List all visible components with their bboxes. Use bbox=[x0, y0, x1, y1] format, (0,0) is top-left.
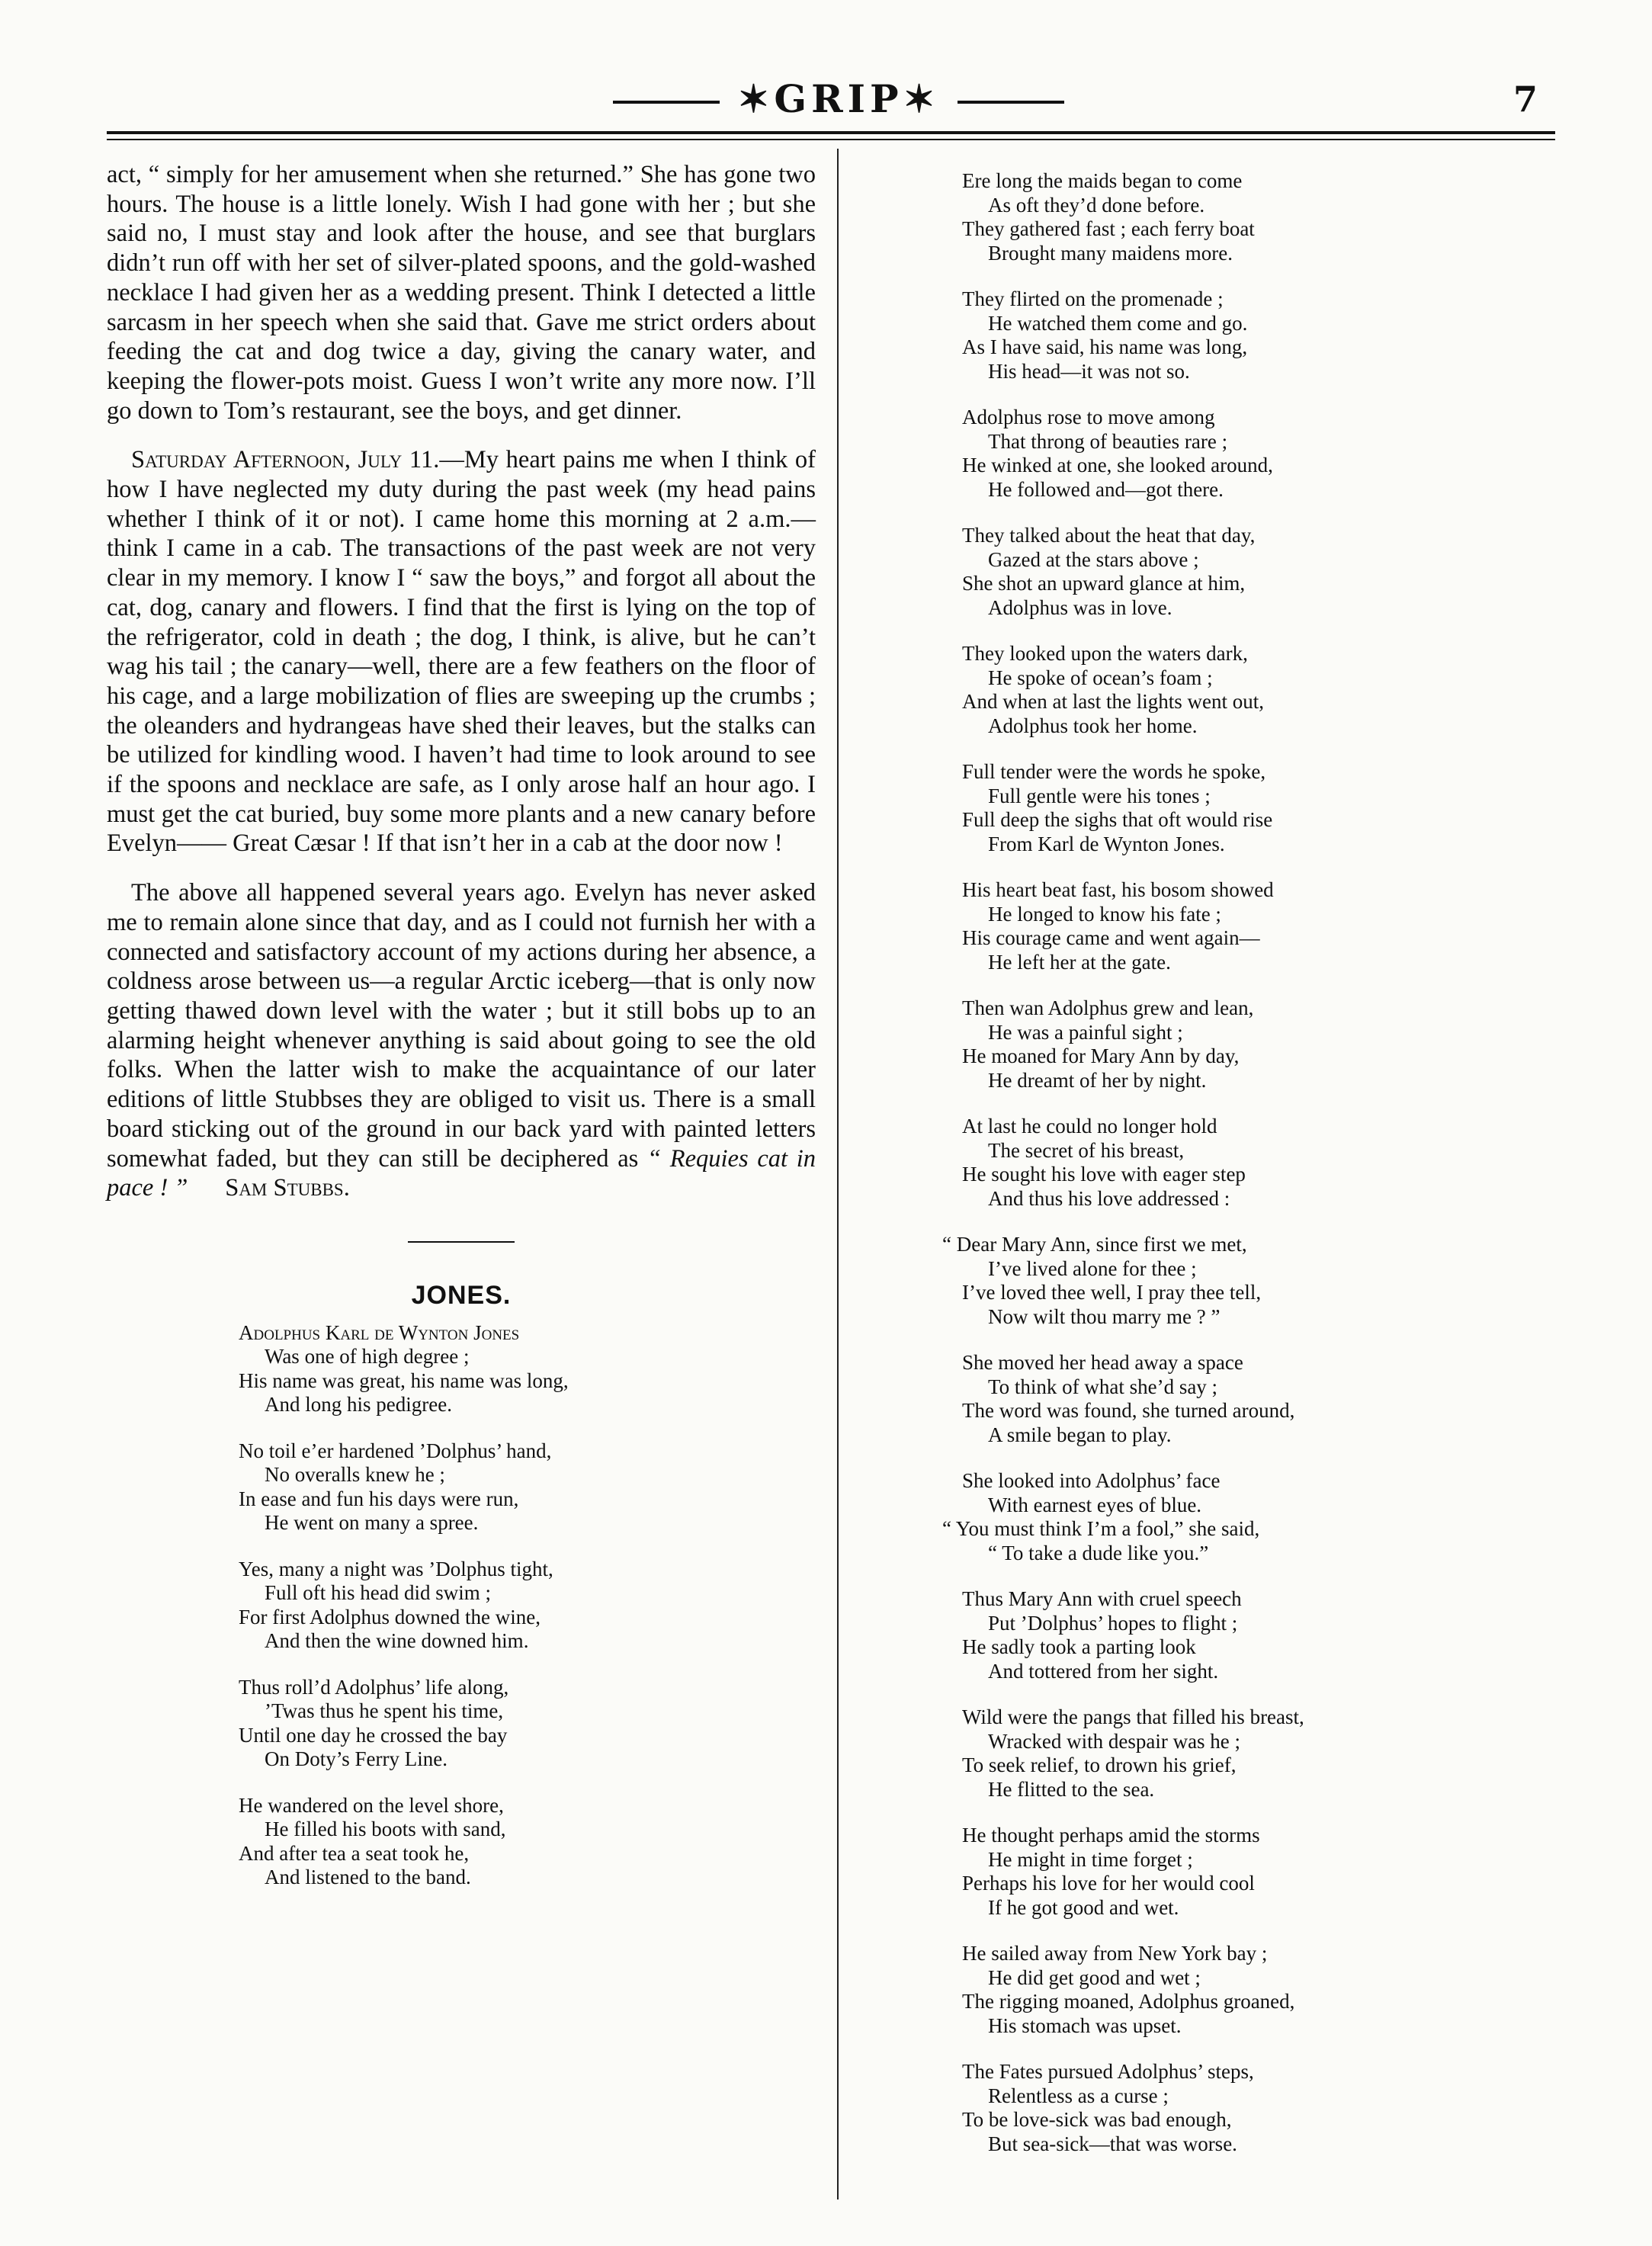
poem-title: JONES. bbox=[411, 1280, 512, 1310]
stanza bbox=[942, 1469, 1572, 1565]
poem-line: Adolphus rose to move among bbox=[962, 406, 1215, 428]
poem-line: He watched them come and go. bbox=[988, 311, 1248, 335]
poem-line: But sea-sick—that was worse. bbox=[988, 2132, 1237, 2155]
page-number: 7 bbox=[1513, 79, 1538, 120]
poem-line: He dreamt of her by night. bbox=[988, 1068, 1207, 1092]
poem-line: They looked upon the waters dark, bbox=[962, 642, 1248, 665]
poem-line: They gathered fast ; each ferry boat bbox=[962, 217, 1255, 240]
stanza bbox=[962, 642, 1572, 738]
poem-line: To be love-sick was bad enough, bbox=[962, 2108, 1232, 2131]
stanza bbox=[962, 2060, 1572, 2156]
poem-line: Adolphus was in love. bbox=[988, 595, 1172, 619]
poem-line: He sadly took a parting look bbox=[962, 1635, 1196, 1658]
poem-line: She looked into Adolphus’ face bbox=[962, 1469, 1221, 1492]
header-rule-thin bbox=[107, 139, 1555, 140]
stanza bbox=[962, 760, 1572, 856]
poem-line: Gazed at the stars above ; bbox=[988, 547, 1199, 571]
poem-line: Put ’Dolphus’ hopes to flight ; bbox=[988, 1611, 1238, 1635]
poem-line: Relentless as a curse ; bbox=[988, 2084, 1169, 2107]
masthead-rule-right bbox=[958, 101, 1064, 104]
poem-line: And thus his love addressed : bbox=[988, 1186, 1230, 1210]
poem-line: He did get good and wet ; bbox=[988, 1965, 1201, 1989]
poem-line: He left her at the gate. bbox=[988, 950, 1171, 974]
stanza bbox=[239, 1439, 816, 1535]
poem-line: Thus Mary Ann with cruel speech bbox=[962, 1587, 1242, 1610]
poem-line: He filled his boots with sand, bbox=[265, 1818, 506, 1841]
poem-line: If he got good and wet. bbox=[988, 1895, 1179, 1919]
poem-line: Full gentle were his tones ; bbox=[988, 784, 1211, 807]
stanza bbox=[962, 524, 1572, 620]
poem-line: In ease and fun his days were run, bbox=[239, 1487, 519, 1510]
stanza bbox=[942, 1233, 1572, 1329]
poem-line: And then the wine downed him. bbox=[265, 1629, 529, 1653]
poem-line: He sailed away from New York bay ; bbox=[962, 1942, 1268, 1965]
star-ornament-right: ✶ bbox=[903, 76, 940, 121]
poem-line: He sought his love with eager step bbox=[962, 1163, 1246, 1186]
stanza bbox=[239, 1558, 816, 1654]
poem-line: Adolphus took her home. bbox=[988, 714, 1198, 737]
page-header bbox=[0, 65, 1652, 133]
poem-line: On Doty’s Ferry Line. bbox=[265, 1747, 447, 1771]
poem-line: He went on many a spree. bbox=[265, 1511, 479, 1535]
poem-line: And when at last the lights went out, bbox=[962, 690, 1264, 713]
poem-right-part bbox=[942, 169, 1572, 2156]
poem-line: Full oft his head did swim ; bbox=[265, 1581, 491, 1605]
poem-line: I’ve loved thee well, I pray thee tell, bbox=[962, 1281, 1262, 1304]
poem-line: His heart beat fast, his bosom showed bbox=[962, 878, 1274, 901]
poem-line: “ Dear Mary Ann, since first we met, bbox=[942, 1233, 1247, 1256]
poem-line: Was one of high degree ; bbox=[265, 1345, 470, 1368]
poem-line: “ You must think I’m a fool,” she said, bbox=[942, 1517, 1260, 1540]
stanza bbox=[962, 878, 1572, 974]
poem-line: That throng of beauties rare ; bbox=[988, 429, 1228, 453]
poem-line: He thought perhaps amid the storms bbox=[962, 1824, 1260, 1847]
poem-line: He spoke of ocean’s foam ; bbox=[988, 666, 1213, 689]
poem-line: Perhaps his love for her would cool bbox=[962, 1872, 1255, 1895]
author-signature: Sam Stubbs. bbox=[225, 1174, 350, 1202]
poem-line: Full tender were the words he spoke, bbox=[962, 760, 1266, 783]
masthead bbox=[595, 76, 1083, 121]
diary-text bbox=[107, 160, 816, 1203]
poem-line: Wild were the pangs that filled his breast, bbox=[962, 1705, 1304, 1728]
poem-line: At last he could no longer hold bbox=[962, 1115, 1217, 1137]
poem-line: The secret of his breast, bbox=[988, 1138, 1185, 1162]
poem-line: With earnest eyes of blue. bbox=[988, 1493, 1202, 1516]
poem-line: The rigging moaned, Adolphus groaned, bbox=[962, 1990, 1295, 2013]
poem-line: They talked about the heat that day, bbox=[962, 524, 1256, 547]
poem-line: He was a painful sight ; bbox=[988, 1020, 1183, 1044]
stanza bbox=[962, 406, 1572, 502]
paragraph: The above all happened several years ago. Evelyn has never asked me to remain alone since that day, and as I could not furnish her with a connected and satisfactory account of my actions during her absence, a coldness arose between us—a regular Arctic iceberg—that is only now getting thawed down level with the water ; but it still bobs up to an alarming height whenever anything is said about going to see the old folks. When the latter wish to make the acquaintance of our later editions of little Stubbses they are obliged to visit us. There is a small board sticking out of the ground in our back yard with painted letters somewhat faded, but they can still be deciphered as “ Requies cat in pace ! ” Sam Stubbs. bbox=[107, 879, 816, 1202]
stanza bbox=[962, 996, 1572, 1093]
poem-line: Until one day he crossed the bay bbox=[239, 1723, 508, 1747]
poem-line: She moved her head away a space bbox=[962, 1351, 1243, 1374]
stanza bbox=[962, 287, 1572, 383]
stanza bbox=[962, 169, 1572, 265]
stanza bbox=[239, 1321, 816, 1417]
poem-line: He winked at one, she looked around, bbox=[962, 454, 1273, 476]
poem-line: To think of what she’d say ; bbox=[988, 1375, 1218, 1398]
poem-line: The word was found, she turned around, bbox=[962, 1399, 1295, 1422]
poem-line: And after tea a seat took he, bbox=[239, 1841, 470, 1865]
poem-line: He flitted to the sea. bbox=[988, 1777, 1155, 1801]
stanza bbox=[962, 1587, 1572, 1683]
poem-line: His name was great, his name was long, bbox=[239, 1368, 569, 1392]
poem-line: Then wan Adolphus grew and lean, bbox=[962, 996, 1254, 1019]
poem-line: As I have said, his name was long, bbox=[962, 335, 1248, 358]
poem-line: To seek relief, to drown his grief, bbox=[962, 1753, 1237, 1776]
entry-date: Saturday Afternoon, July 11. bbox=[131, 446, 440, 474]
poem-line: “ To take a dude like you.” bbox=[988, 1541, 1209, 1564]
stanza bbox=[239, 1794, 816, 1890]
header-rule-thick bbox=[107, 131, 1555, 134]
poem-line: His head—it was not so. bbox=[988, 359, 1190, 383]
poem-line: Wracked with despair was he ; bbox=[988, 1729, 1241, 1753]
poem-line: Thus roll’d Adolphus’ life along, bbox=[239, 1675, 509, 1699]
poem-line: And tottered from her sight. bbox=[988, 1659, 1219, 1683]
masthead-rule-left bbox=[613, 101, 720, 104]
right-column bbox=[942, 169, 1572, 2178]
poem-line: I’ve lived alone for thee ; bbox=[988, 1256, 1197, 1280]
poem-line: As oft they’d done before. bbox=[988, 193, 1205, 217]
poem-line: He might in time forget ; bbox=[988, 1847, 1193, 1871]
paragraph: act, “ simply for her amusement when she returned.” She has gone two hours. The house is a little lonely. Wish I had gone with her ; but she said no, I must stay and look after the house, and see that burglars didn’t run off with her set of silver-plated spoons, and the gold-washed necklace I had given her as a wedding present. Think I detected a little sarcasm in her speech when she said that. Gave me strict orders about feeding the cat and dog twice a day, giving the canary water, and keeping the flower-pots moist. Guess I won’t write any more now. I’ll go down to Tom’s restaurant, see the boys, and get dinner. bbox=[107, 161, 816, 425]
poem-line: They flirted on the promenade ; bbox=[962, 287, 1224, 310]
poem-line: And long his pedigree. bbox=[265, 1393, 452, 1417]
stanza bbox=[962, 1942, 1572, 2038]
stanza bbox=[962, 1824, 1572, 1920]
epitaph: “ Requies cat in pace ! ” bbox=[107, 1144, 816, 1202]
poem-line: His courage came and went again— bbox=[962, 926, 1260, 949]
poem-line: Yes, many a night was ’Dolphus tight, bbox=[239, 1557, 553, 1580]
poem-line: The Fates pursued Adolphus’ steps, bbox=[962, 2060, 1254, 2083]
poem-line: He longed to know his fate ; bbox=[988, 902, 1221, 926]
poem-line: And listened to the band. bbox=[265, 1866, 471, 1889]
poem-left-part bbox=[239, 1321, 816, 1890]
stanza bbox=[239, 1676, 816, 1772]
poem-line: He followed and—got there. bbox=[988, 477, 1224, 501]
stanza bbox=[962, 1705, 1572, 1802]
poem-line: He wandered on the level shore, bbox=[239, 1793, 504, 1817]
poem-line: He moaned for Mary Ann by day, bbox=[962, 1044, 1240, 1067]
poem-line: ’Twas thus he spent his time, bbox=[265, 1699, 504, 1723]
stanza bbox=[962, 1351, 1572, 1447]
column-divider bbox=[837, 149, 839, 2199]
poem-line: No toil e’er hardened ’Dolphus’ hand, bbox=[239, 1439, 552, 1462]
poem-line: Brought many maidens more. bbox=[988, 241, 1233, 265]
poem-line: Ere long the maids began to come bbox=[962, 169, 1243, 192]
poem-line: A smile began to play. bbox=[988, 1423, 1172, 1446]
poem-line: No overalls knew he ; bbox=[265, 1463, 445, 1487]
masthead-title: GRIP bbox=[774, 76, 903, 121]
poem-line: She shot an upward glance at him, bbox=[962, 572, 1246, 595]
left-column bbox=[107, 160, 816, 1912]
poem-line: From Karl de Wynton Jones. bbox=[988, 832, 1225, 855]
poem-line: Now wilt thou marry me ? ” bbox=[988, 1304, 1221, 1328]
poem-line: For first Adolphus downed the wine, bbox=[239, 1605, 541, 1628]
poem-line: His stomach was upset. bbox=[988, 2013, 1182, 2037]
paragraph: Saturday Afternoon, July 11.—My heart pains me when I think of how I have neglected my duty during the past week (my head pains whether I think of it or not). I came home this morning at 2 a.m.—think I came in a cab. The transactions of the past week are not very clear in my memory. I know I “ saw the boys,” and forgot all about the cat, dog, canary and flowers. I find that the first is lying on the top of the refrigerator, cold in death ; the dog, I think, is alive, but he can’t wag his tail ; the canary—well, there are a few feathers on the floor of his cage, and a large mobilization of flies are sweeping up the crumbs ; the oleanders and hydrangeas have shed their leaves, but the stalks can be utilized for kindling wood. I haven’t had time to look around to see if the spoons and necklace are safe, as I only arose half an hour ago. I must get the cat buried, buy some more plants and a new canary before Evelyn—— Great Cæsar ! If that isn’t her in a cab at the door now ! bbox=[107, 446, 816, 858]
poem-line: Adolphus Karl de Wynton Jones bbox=[239, 1320, 520, 1344]
poem-line: Full deep the sighs that oft would rise bbox=[962, 808, 1273, 831]
star-ornament-left: ✶ bbox=[737, 76, 775, 121]
stanza bbox=[962, 1115, 1572, 1211]
section-divider bbox=[408, 1241, 515, 1243]
